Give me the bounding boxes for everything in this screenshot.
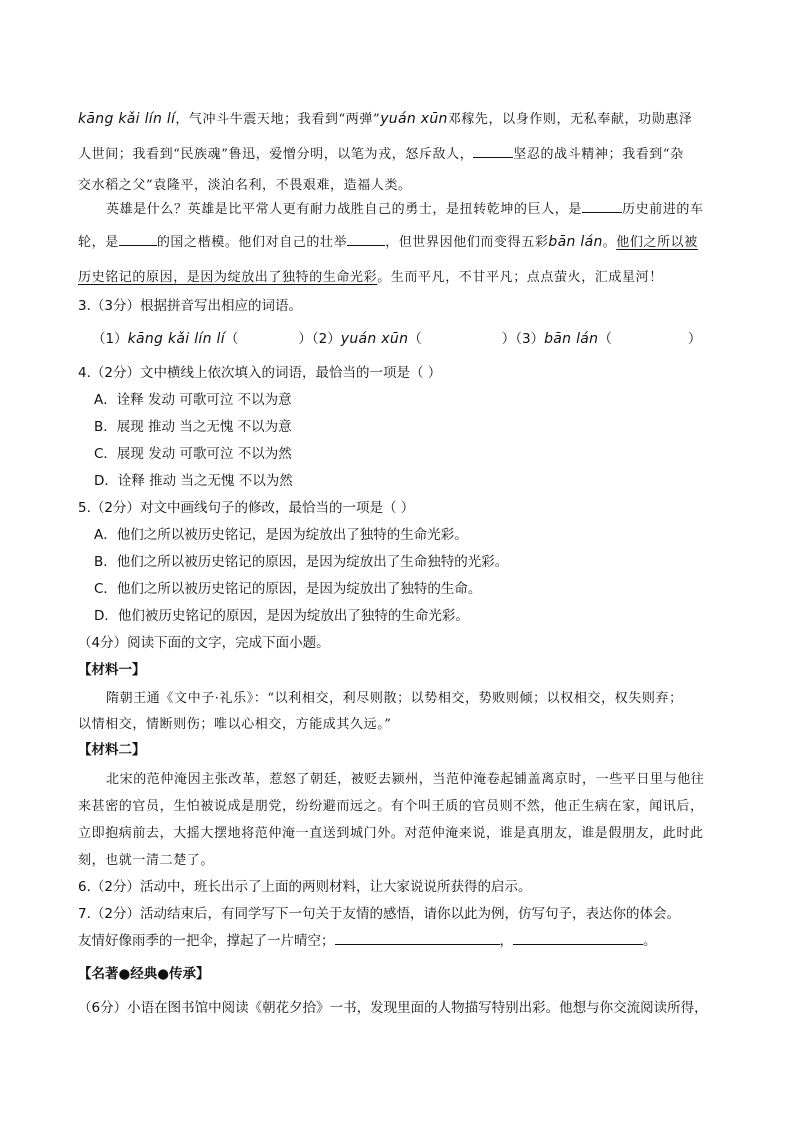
- passage-text: 历史前进的车: [622, 202, 704, 217]
- q5-option-b[interactable]: B．他们之所以被历史铭记的原因，是因为绽放出了生命独特的光彩。: [94, 554, 509, 570]
- passage-line-4: [106, 198, 704, 217]
- q6-stem: 6.（2分）活动中，班长出示了上面的两则材料，让大家说说所获得的启示。: [78, 879, 532, 895]
- passage-line-3: [78, 174, 412, 193]
- q4-option-c[interactable]: C．展现 发动 可歌可泣 不以为然: [94, 446, 292, 462]
- material-2-title: 【材料二】: [78, 742, 146, 758]
- q7-stem: 7.（2分）活动结束后，有同学写下一句关于友情的感悟，请你以此为例，仿写句子，表达你的体会。: [78, 906, 680, 922]
- underlined-sentence-part2: 历史铭记的原因，是因为绽放出了独特的生命光彩: [78, 270, 378, 285]
- q3-item1-label: （1）: [92, 331, 128, 347]
- material-2-line-4: 刻，也就一清二楚了。: [78, 853, 215, 868]
- passage-text: ，但世界因他们而变得五彩: [385, 235, 549, 250]
- passage-text: 交水稻之父”袁隆平，淡泊名利，不畏艰难，造福人类。: [78, 178, 412, 193]
- passage-text: 。: [602, 235, 617, 250]
- q3-stem: 3.（3分）根据拼音写出相应的词语。: [78, 298, 302, 314]
- section-title: 【名著●经典●传承】: [78, 966, 210, 982]
- q4-option-d[interactable]: D．诠释 推动 当之无愧 不以为然: [94, 473, 293, 489]
- material-2-line-2: 来甚密的官员，生怕被说成是朋党，纷纷避而远之。有个叫王质的官员则不然，他正生病在家，闻讯后，: [78, 799, 704, 814]
- pinyin-banlan: bān lán: [548, 234, 603, 250]
- q5-option-a[interactable]: A．他们之所以被历史铭记，是因为绽放出了独特的生命光彩。: [94, 527, 468, 543]
- passage-line-2: [78, 143, 684, 162]
- reading-intro: （4分）阅读下面的文字，完成下面小题。: [78, 635, 330, 651]
- passage-line-6: [78, 266, 663, 285]
- pinyin-yuanxun: yuán xūn: [380, 111, 448, 127]
- q3-paren-open: （: [598, 331, 612, 347]
- material-1-line-1: 隋朝王通《文中子·礼乐》：“以利相交，利尽则散；以势相交，势败则倾；以权相交，权失则弃；: [106, 691, 683, 706]
- fill-blank-2[interactable]: [582, 200, 622, 213]
- q7-example: 友情好像雨季的一把伞，撑起了一片晴空；: [78, 933, 335, 949]
- q7-answer-blank-1[interactable]: [335, 932, 500, 945]
- q3-item3-pinyin: bān lán: [544, 331, 599, 347]
- passage-line-1: [78, 108, 693, 127]
- passage-text: 。生而平凡，不甘平凡；点点萤火，汇成星河！: [377, 270, 663, 285]
- passage-text: 轮，是: [78, 235, 119, 250]
- q7-example-line: [78, 929, 657, 949]
- underlined-sentence-part1: 他们之所以被: [616, 235, 698, 250]
- passage-line-5: [78, 231, 698, 250]
- q3-paren-close: ）: [298, 331, 312, 347]
- passage-text: 的国之楷模。他们对自己的壮举: [156, 235, 348, 250]
- q3-paren-close: ）: [501, 331, 516, 347]
- q4-option-a[interactable]: A．诠释 发动 可歌可泣 不以为意: [94, 392, 292, 408]
- q4-stem: 4.（2分）文中横线上依次填入的词语，最恰当的一项是（ ）: [78, 365, 442, 381]
- q7-period: 。: [643, 933, 657, 949]
- q3-item3-label: （3）: [515, 331, 545, 347]
- fill-blank-1[interactable]: [473, 145, 513, 158]
- q5-stem: 5.（2分）对文中画线句子的修改，最恰当的一项是（ ）: [78, 500, 415, 516]
- q3-paren-close: ）: [687, 331, 702, 347]
- q5-option-d[interactable]: D．他们被历史铭记的原因，是因为绽放出了独特的生命光彩。: [94, 608, 469, 624]
- passage-text: 邓稼先，以身作则，无私奉献，功勋惠泽: [447, 112, 693, 127]
- material-1-title: 【材料一】: [78, 662, 146, 678]
- q3-item1-pinyin: kāng kǎi lín lí: [127, 331, 225, 347]
- q3-items: [92, 327, 701, 347]
- passage-text: 人世间；我看到“民族魂”鲁迅，爱憎分明，以笔为戎，怒斥敌人，: [78, 147, 474, 162]
- fill-blank-3[interactable]: [119, 233, 157, 246]
- passage-text: ，气冲斗牛震天地；我看到“两弹”: [175, 112, 381, 127]
- pinyin-kangkai: kāng kǎi lín lí: [78, 111, 176, 127]
- q3-item2-label: （2）: [311, 331, 341, 347]
- fill-blank-4[interactable]: [347, 233, 385, 246]
- passage-text: 坚忍的战斗精神；我看到“杂: [513, 147, 684, 162]
- q5-option-c[interactable]: C．他们之所以被历史铭记的原因，是因为绽放出了独特的生命。: [94, 581, 482, 597]
- material-2-line-1: 北宋的范仲淹因主张改革，惹怒了朝廷，被贬去颍州，当范仲淹卷起铺盖离京时，一些平日里与他往: [106, 772, 705, 787]
- passage-text: 英雄是什么？英雄是比平常人更有耐力战胜自己的勇士，是扭转乾坤的巨人，是: [106, 202, 583, 217]
- q3-paren-open: （: [408, 331, 422, 347]
- q7-comma: ，: [499, 933, 513, 949]
- material-1-line-2: 以情相交，情断则伤；唯以心相交，方能成其久远。”: [78, 717, 392, 732]
- q4-option-b[interactable]: B．展现 推动 当之无愧 不以为意: [94, 419, 292, 435]
- q3-item2-pinyin: yuán xūn: [340, 331, 409, 347]
- q8-stem: （6分）小语在图书馆中阅读《朝花夕拾》一书，发现里面的人物描写特别出彩。他想与你交流阅读所得，: [78, 1000, 708, 1016]
- q3-paren-open: （: [224, 331, 239, 347]
- q7-answer-blank-2[interactable]: [513, 932, 643, 945]
- material-2-line-3: 立即抱病前去，大摇大摆地将范仲淹一直送到城门外。对范仲淹来说，谁是真朋友，谁是假朋友，此时此: [78, 826, 704, 841]
